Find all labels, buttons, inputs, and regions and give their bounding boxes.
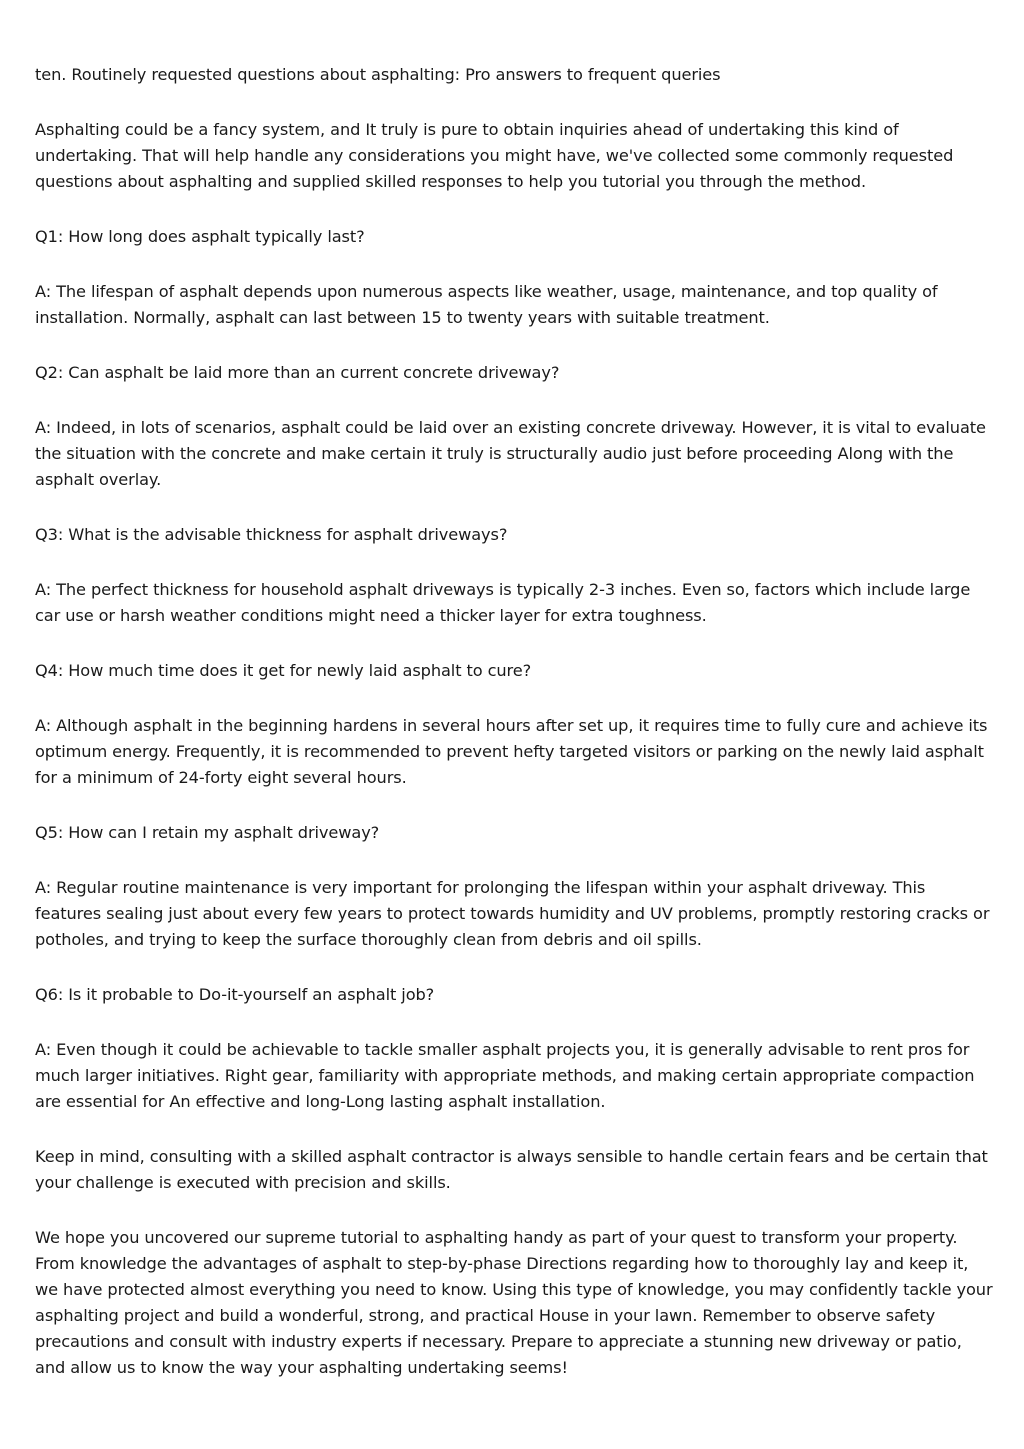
- answer-3: A: The perfect thickness for household asphalt driveways is typically 2-3 inches. Even so, factors which include large car use or harsh weather conditions might need a thicker layer for extra toughness.: [35, 580, 971, 625]
- closing-paragraph: We hope you uncovered our supreme tutorial to asphalting handy as part of your quest to transform your property. From knowledge the advantages of asphalt to step-by-phase Directions regarding how to thoroughly lay and keep it, we have protected almost everything you need to know. Using this type of knowledge, you may confidently tackle your asphalting project and build a wonderful, strong, and practical House in your lawn. Remember to observe safety precautions and consult with industry experts if necessary. Prepare to appreciate a stunning new driveway or patio, and allow us to know the way your asphalting undertaking seems!: [35, 1228, 993, 1377]
- question-5: Q5: How can I retain my asphalt driveway?: [35, 823, 380, 842]
- question-4: Q4: How much time does it get for newly laid asphalt to cure?: [35, 661, 532, 680]
- answer-4: A: Although asphalt in the beginning hardens in several hours after set up, it requires time to fully cure and achieve its optimum energy. Frequently, it is recommended to prevent hefty targeted visitors or parking on the newly laid asphalt for a minimum of 24-forty eight several hours.: [35, 716, 988, 787]
- advice-paragraph: Keep in mind, consulting with a skilled asphalt contractor is always sensible to handle certain fears and be certain that your challenge is executed with precision and skills.: [35, 1147, 988, 1192]
- answer-5: A: Regular routine maintenance is very important for prolonging the lifespan within your asphalt driveway. This features sealing just about every few years to protect towards humidity and UV problems, promptly restoring cracks or potholes, and trying to keep the surface thoroughly clean from debris and oil spills.: [35, 878, 990, 949]
- question-6: Q6: Is it probable to Do-it-yourself an asphalt job?: [35, 985, 435, 1004]
- answer-2: A: Indeed, in lots of scenarios, asphalt could be laid over an existing concrete driveway. However, it is vital to evaluate the situation with the concrete and make certain it truly is structurally audio just before proceeding Along with the asphalt overlay.: [35, 418, 986, 489]
- faq-section-heading: ten. Routinely requested questions about asphalting: Pro answers to frequent queries: [35, 65, 721, 84]
- answer-1: A: The lifespan of asphalt depends upon numerous aspects like weather, usage, maintenance, and top quality of installation. Normally, asphalt can last between 15 to twenty years with suitable treatment.: [35, 282, 938, 327]
- question-3: Q3: What is the advisable thickness for asphalt driveways?: [35, 525, 508, 544]
- answer-6: A: Even though it could be achievable to tackle smaller asphalt projects you, it is generally advisable to rent pros for much larger initiatives. Right gear, familiarity with appropriate methods, and making certain appropriate compaction are essential for An effective and long-Long lasting asphalt installation.: [35, 1040, 975, 1111]
- question-2: Q2: Can asphalt be laid more than an current concrete driveway?: [35, 363, 560, 382]
- intro-paragraph: Asphalting could be a fancy system, and It truly is pure to obtain inquiries ahead of undertaking this kind of undertaking. That will help handle any considerations you might have, we've collected some commonly requested questions about asphalting and supplied skilled responses to help you tutorial you through the method.: [35, 120, 954, 191]
- question-1: Q1: How long does asphalt typically last?: [35, 227, 365, 246]
- document-body: [35, 62, 993, 1410]
